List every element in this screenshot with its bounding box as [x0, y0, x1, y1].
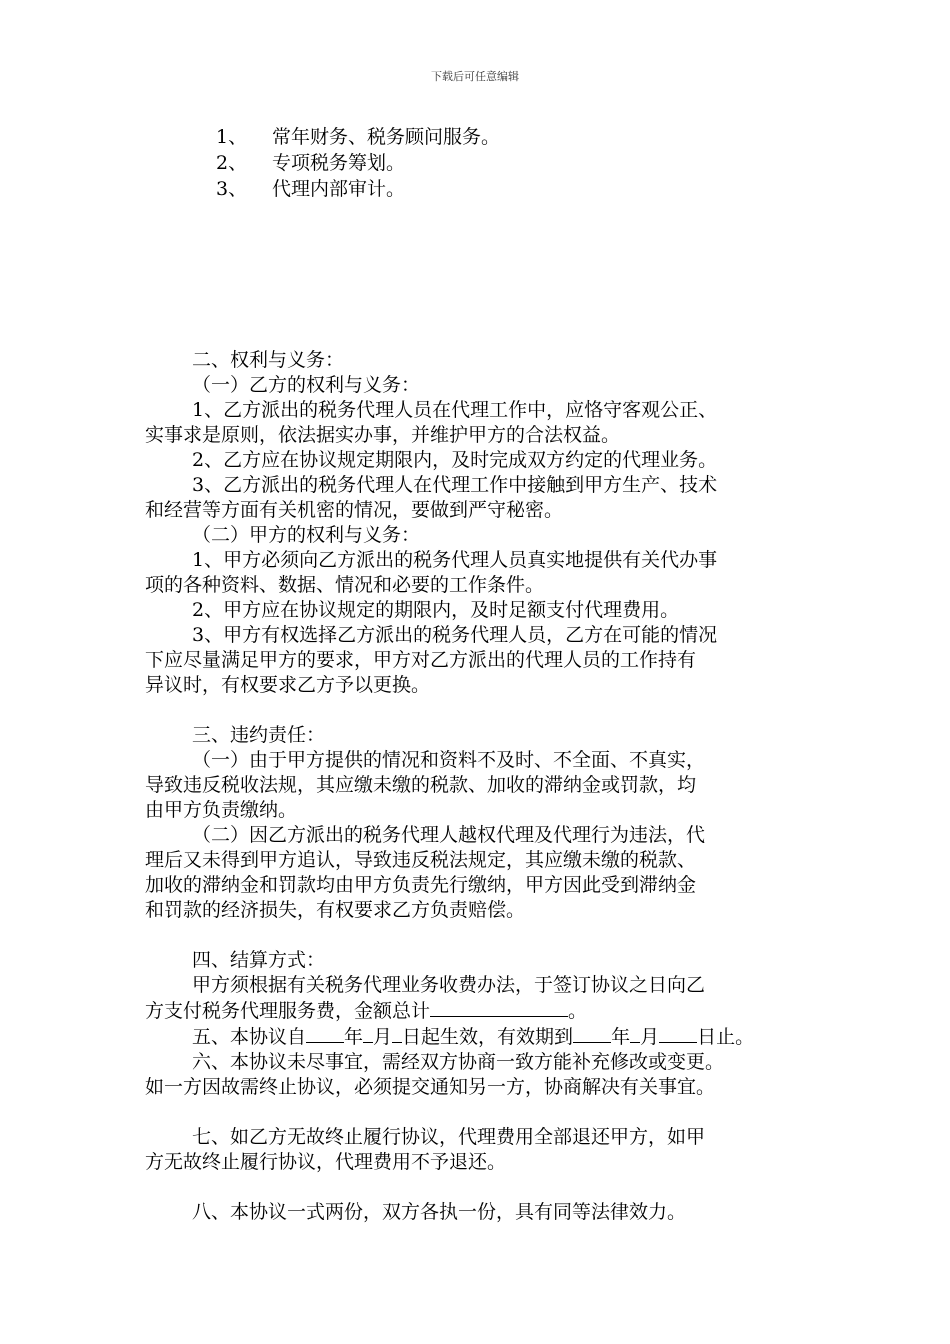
date-blank [630, 1024, 640, 1043]
clause-text: 导致违反税收法规，其应缴未缴的税款、加收的滞纳金或罚款，均 [145, 774, 697, 796]
list-number: 2、 [216, 152, 248, 174]
clause-text: 下应尽量满足甲方的要求，甲方对乙方派出的代理人员的工作持有 [145, 649, 697, 671]
clause-text: 和经营等方面有关机密的情况，要做到严守秘密。 [145, 499, 564, 521]
clause-text: 甲方须根据有关税务代理业务收费办法，于签订协议之日向乙 [192, 974, 706, 996]
clause-text: 实事求是原则，依法据实办事，并维护甲方的合法权益。 [145, 424, 621, 446]
list-number: 1、 [216, 126, 248, 148]
spacer [145, 698, 807, 723]
section-3-heading: 三、违约责任： [192, 724, 326, 746]
clause-text-part: 月 [373, 1026, 393, 1048]
list-item [216, 176, 500, 202]
clause-text: （一）由于甲方提供的情况和资料不及时、不全面、不真实， [192, 749, 706, 771]
section-2-heading: 二、权利与义务： [192, 349, 345, 371]
list-item [216, 150, 500, 176]
clause-text [145, 998, 807, 1024]
amount-blank [430, 998, 568, 1017]
date-blank [392, 1024, 402, 1043]
clause-text-part: 日起生效，有效期到 [402, 1026, 574, 1048]
spacer [145, 1100, 807, 1125]
clause-text: 项的各种资料、数据、情况和必要的工作条件。 [145, 574, 545, 596]
clause-text: 1、乙方派出的税务代理人员在代理工作中，应恪守客观公正、 [192, 399, 718, 421]
clause-text: 3、甲方有权选择乙方派出的税务代理人员，乙方在可能的情况 [192, 624, 718, 646]
section-7-clause: 七、如乙方无故终止履行协议，代理费用全部退还甲方，如甲 [192, 1126, 706, 1148]
service-list [216, 124, 500, 202]
clause-text-part: 。 [568, 1000, 588, 1022]
clause-text-part: 月 [640, 1026, 660, 1048]
section-8-clause: 八、本协议一式两份，双方各执一份，具有同等法律效力。 [192, 1201, 687, 1223]
clause-text: 3、乙方派出的税务代理人在代理工作中接触到甲方生产、技术 [192, 474, 718, 496]
clause-text: 如一方因故需终止协议，必须提交通知另一方，协商解决有关事宜。 [145, 1076, 716, 1098]
list-number: 3、 [216, 178, 248, 200]
clause-text-part: 日止。 [697, 1026, 755, 1048]
section-2-sub2: （二）甲方的权利与义务： [192, 524, 421, 546]
clause-text-part: 五、本协议自 [192, 1026, 307, 1048]
spacer [145, 923, 807, 948]
clause-text: 1、甲方必须向乙方派出的税务代理人员真实地提供有关代办事 [192, 549, 718, 571]
spacer [145, 1175, 807, 1200]
date-blank [573, 1024, 611, 1043]
clause-text: 异议时，有权要求乙方予以更换。 [145, 674, 431, 696]
section-6-clause: 六、本协议未尽事宜，需经双方协商一致方能补充修改或变更。 [192, 1051, 725, 1073]
clause-text: 2、乙方应在协议规定期限内，及时完成双方约定的代理业务。 [192, 449, 718, 471]
date-blank [306, 1024, 344, 1043]
clause-text-part: 方支付税务代理服务费，金额总计 [145, 1000, 431, 1022]
list-text: 常年财务、税务顾问服务。 [272, 126, 501, 148]
clause-text: 由甲方负责缴纳。 [145, 799, 298, 821]
clause-text: 理后又未得到甲方追认，导致违反税法规定，其应缴未缴的税款、 [145, 849, 697, 871]
clause-text-part: 年 [344, 1026, 364, 1048]
clause-text: 和罚款的经济损失，有权要求乙方负责赔偿。 [145, 899, 526, 921]
clause-text: 2、甲方应在协议规定的期限内，及时足额支付代理费用。 [192, 599, 680, 621]
section-5-clause [145, 1024, 807, 1050]
section-4-heading: 四、结算方式： [192, 949, 326, 971]
page-header: 下载后可任意编辑 [431, 70, 519, 83]
date-blank [659, 1024, 697, 1043]
clause-text: 方无故终止履行协议，代理费用不予退还。 [145, 1151, 507, 1173]
contract-body [145, 348, 807, 1225]
clause-text: 加收的滞纳金和罚款均由甲方负责先行缴纳，甲方因此受到滞纳金 [145, 874, 697, 896]
clause-text: （二）因乙方派出的税务代理人越权代理及代理行为违法，代 [192, 824, 706, 846]
section-2-sub1: （一）乙方的权利与义务： [192, 374, 421, 396]
clause-text-part: 年 [611, 1026, 631, 1048]
list-item [216, 124, 500, 150]
date-blank [363, 1024, 373, 1043]
list-text: 专项税务筹划。 [272, 152, 406, 174]
list-text: 代理内部审计。 [272, 178, 406, 200]
